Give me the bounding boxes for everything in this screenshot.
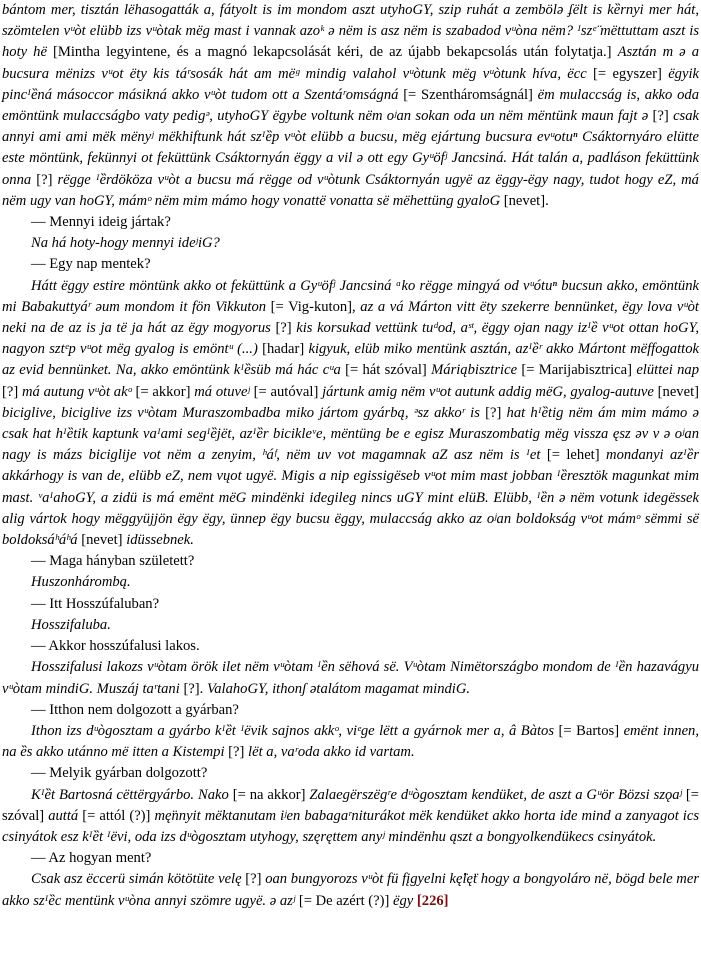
interviewer-question [2, 848, 699, 869]
editorial-note: [= na akkor] [232, 786, 310, 803]
editorial-note: [?] [228, 744, 249, 761]
dialect-transcript: rëgge ᴵȅrdököza vᵘòt a bucsu má rëgge od vᵘòtunk Csáktornyán ugyë az ëggy-ëgy nagy, tudot hogy eZ, má nëm ugy van hoGY, mámᵒ nëm mim mámo hogy vonattë vonatta së mëhettüng gyaloG [2, 171, 699, 209]
interviewer-question [2, 212, 699, 233]
dialect-transcript: Hosszifaluba. [31, 616, 111, 633]
editorial-note: [nevet] [657, 383, 699, 400]
informant-answer [2, 615, 699, 636]
editorial-note: [= Szentháromságnál] [403, 86, 538, 103]
dialect-transcript: hat hᴵȅtig nëm ám mim mámo ə csak hat hᴵȅtik kaptunk vaᴵami segᴵȅjët, azᴵȅr bicikleᵛe, mëntüng be e egisz Muraszombatig mëg vissza ęsz əv v ə oʲan nagy is mázs biciglije vot nëm a zenyim, ʰáᶠ, nëm uv vot magamnak aZ asz nëm is ᴵet [2, 404, 699, 464]
editorial-note: — Egy nap mentek? [31, 256, 151, 273]
dialect-transcript: ᵘòna nëm? [511, 23, 578, 40]
dialect-transcript: ᵘòtak mëg mast i vannak azo [152, 23, 321, 40]
editorial-note: [= Marijabisztrica] [521, 362, 637, 379]
informant-answer [2, 572, 699, 593]
informant-answer [2, 0, 699, 212]
dialect-transcript: Asztán m ə a bucsura mënizs vᵘot ëty kis tá [2, 44, 699, 82]
interviewer-question [2, 763, 699, 784]
editorial-note: [?]. [183, 680, 207, 697]
dialect-transcript: Hátt ëggy estire möntünk akko ot feküttünk a Gyᵘöfʲ Jancsiná ᵃko rëgge mingyá od vᵘótuⁿ bucsun akko, emöntünk mi Babakuttyáʳ əum mondom it fön Vikkuton [2, 277, 699, 315]
editorial-note: [?] [245, 871, 266, 888]
editorial-note: [hadar] [262, 341, 309, 358]
dialect-transcript: ëgy [393, 892, 417, 909]
dialect-transcript: má autung vᵘòt akᵒ [21, 383, 136, 400]
informant-answer [2, 869, 699, 911]
editorial-note: [= attól (?)] [82, 807, 155, 824]
editorial-note: — Az hogyan ment? [31, 850, 152, 867]
dialect-transcript: ᴵszᵉ̈ mëttuttam aszt is hoty hë [2, 23, 700, 61]
editorial-note: — Melyik gyárban dolgozott? [31, 765, 208, 782]
interviewer-question [2, 636, 699, 657]
editorial-note: [= egyszer] [593, 65, 669, 82]
dialect-transcript: mę̈nnyit mëktanutam iʲen babagaʳniturákot mëk kendüket akko horta ide mind a zanyagot ics csinyátok esz kᴵȅt ᴵëvi, oda izs dᵘògosztam utyhogy, szęręttem anyʲ mindënhu ąszt a bongyolkendükecs csinyátok. [2, 807, 699, 845]
dialect-transcript: Hosszifalusi lakozs vᵘòtam örök ilet nëm vᵘòtam ᴵȅn sëhová së. Vᵘòtam Nimëtországbo mondom de ᴵȅn hazavágyu vᵘòtam mindiG. Muszáj taʳtani [2, 659, 699, 697]
editorial-note: [Mintha legyintene, és a magnó lekapcsolását kéri, de az újabb bekapcsolás után folytatja.] [53, 44, 618, 61]
editorial-note: — Itthon nem dolgozott a gyárban? [31, 701, 239, 718]
editorial-note: [nevet]. [503, 192, 549, 209]
informant-answer [2, 233, 699, 254]
editorial-note: — Maga hányban született? [31, 553, 195, 570]
dialect-transcript: ᵏ ə nëm is asz nëm is szabadod v [320, 23, 512, 40]
dialect-transcript: idüssebnek. [126, 532, 194, 549]
interviewer-question [2, 700, 699, 721]
editorial-note: [= akkor] [135, 383, 195, 400]
dialect-transcript: má otuveʲ [194, 383, 254, 400]
interviewer-question [2, 551, 699, 572]
dialect-transcript: az a vá Márton vitt ëty szekerre bennünket, ëgy lova vᵘòt neki na de az is ja të ja hát az ëgy mogyorus [2, 298, 699, 337]
dialect-transcript: Ithon izs dᵘògosztam a gyárbo kᴵȅt ᴵëvik sajnos akkᵒ, viᵉge lëtt a gyárnok mer a, â Bàtos [31, 722, 559, 739]
dialect-transcript: kis korsukad vettünk tuᵈod, aˢᵗ, ëggy ojan nagy izᴵȅ vᵘot ottan hoGY, nagyon sztᵉp vᵘot mëg gyalog is emöntᵘ (...) [2, 320, 699, 358]
dialect-transcript: biciglive, biciglive izs vᵘòtam Muraszombadba miko jártom gyárbą, ᵊsz akkoʳ is [2, 404, 486, 421]
editorial-note: [= Vig-kuton], [270, 298, 361, 315]
editorial-note: [= autóval] [253, 383, 323, 400]
editorial-note: [= Bartos] [558, 722, 624, 739]
editorial-note: [nevet] [81, 532, 127, 549]
dialect-transcript: ȅrnyi mer hát, szömtelen v [2, 2, 699, 40]
informant-answer [2, 721, 699, 763]
dialect-transcript: ʳsosák hát am mëᵍ mindig valahol vᵘòtunk mëg vᵘòtunk híva, ëcc [187, 65, 594, 82]
editorial-note: — Akkor hosszúfalusi lakos. [31, 638, 200, 655]
dialect-transcript: Máriąbisztrice [431, 362, 522, 379]
editorial-note: [= De azért (?)] [298, 892, 393, 909]
editorial-note: [?] [2, 383, 22, 400]
informant-answer [2, 785, 699, 849]
dialect-transcript: Kᴵȅt Bartosná cëttërgyárbo. Nako [31, 786, 233, 803]
dialect-transcript: auttá [48, 807, 83, 824]
editorial-note: [= hát szóval] [345, 362, 432, 379]
dialect-transcript: bántom mer, tisztán lëhasogatták a, fátyolt is im mondom aszt utyhoGY, szip ruhát a zembö [2, 2, 553, 18]
dialect-transcript: jártunk amig nëm vᵘot autunk addig mëG, gyalog-autuve [322, 383, 658, 400]
interviewer-question [2, 254, 699, 275]
dialect-transcript: lët a, vaʳoda akko id vartam. [248, 744, 415, 761]
dialect-transcript: Na há hoty-hogy mennyi ideʲiG? [31, 235, 220, 252]
informant-answer [2, 657, 699, 699]
page-number: [226] [416, 892, 449, 909]
dialect-transcript: l [552, 2, 557, 18]
dialect-transcript: Zalaegërszëgʳe dᵘògosztam kendüket, de aszt a Gᵘör Bözsi szǫaʲ [309, 786, 686, 803]
editorial-note: [?] [275, 320, 297, 337]
editorial-note: [= szóval] [2, 786, 699, 824]
editorial-note: [?] [652, 108, 674, 125]
dialect-transcript: ə ʄëlt is k [556, 2, 614, 18]
dialect-transcript: emënt innen, na ȅs akko utánno më itten a Kistempi [2, 722, 699, 761]
dialect-transcript: oan bungyorozs vᵘòt fü fįgyelni kę̈lę̈t hogy a bongyoláro në, bögd bele mer akko szᴵȅc mentünk vᵘòna annyi szömre ugyë. ə azʲ [2, 871, 699, 909]
dialect-transcript: csak annyi ami ami mëk mënyʲ mëkhiftunk hát szᴵȅp vᵘòt elübb a bucsu, mëg ejártung bucsura evᵘotuⁿ Csáktornyáro elütte este möntünk, fekünnyi ot feküttünk Csáktornyán ëggy a vil ə ott egy Gyᵘöfʲ Jancsiná. Hát talán a, padláson feküttünk onna [2, 108, 699, 188]
dialect-transcript: ëgyik pincᴵȅná másoccor másikná akko vᵘòt tudom ott a Szentáʳomságná [2, 65, 699, 103]
dialect-transcript: Huszonhárombą. [31, 574, 131, 591]
dialect-transcript: ValahoGY, ithonʃ ətalátom magamat mindiG. [206, 680, 471, 697]
dialect-transcript: mondanyi azᴵȅr akkárhogy is van de, elübb eZ, nem vųot ugyë. Migis a nip egissigëseb vᵘot mim mast jobban ᴵȅresztök magunkat mim mast. ᵛaᴵahoGY, a zidü is má emënt mëG mindënki idegileg nincs uGY mint elüB. Elübb, ᴵȅn ə nëm votunk idegëssek alig vártok hogy mëggyüjjön ëgy ëgy, ünnep ëgy bucsu ëggy, mulaccság akko az oʲan boldokság vᵘot mámᵒ sëmmi së boldoksáʰáʰá [2, 447, 699, 549]
dialect-transcript: Csak asz ëccerü simán kötötüte velę [31, 871, 246, 888]
editorial-note: — Mennyi ideig jártak? [31, 214, 171, 231]
informant-answer [2, 276, 699, 552]
interviewer-question [2, 594, 699, 615]
editorial-note: [?] [485, 404, 507, 421]
dialect-transcript: kigyuk, elüb miko mentünk asztán, azᴵȅʳ akko Mártont mëffogattok az evid bennünket. Na, akko emöntünk kᴵȅsüb má hác cᵘa [2, 341, 699, 379]
editorial-note: [?] [36, 171, 58, 188]
editorial-note: — Itt Hosszúfaluban? [31, 595, 160, 612]
dialect-transcript: ᵘòt elübb izs v [70, 23, 153, 40]
editorial-note: [= lehet] [546, 447, 607, 464]
dialect-transcript: elüttei nap [636, 362, 699, 379]
dialect-transcript: ëm mulaccság is, akko oda emöntünk mulaccságbo vaty pedigᵊ, utyhoGY ëgybe voltunk nëm oʲan sokan oda un nëm mëntünk maun fajt ə [2, 86, 699, 125]
